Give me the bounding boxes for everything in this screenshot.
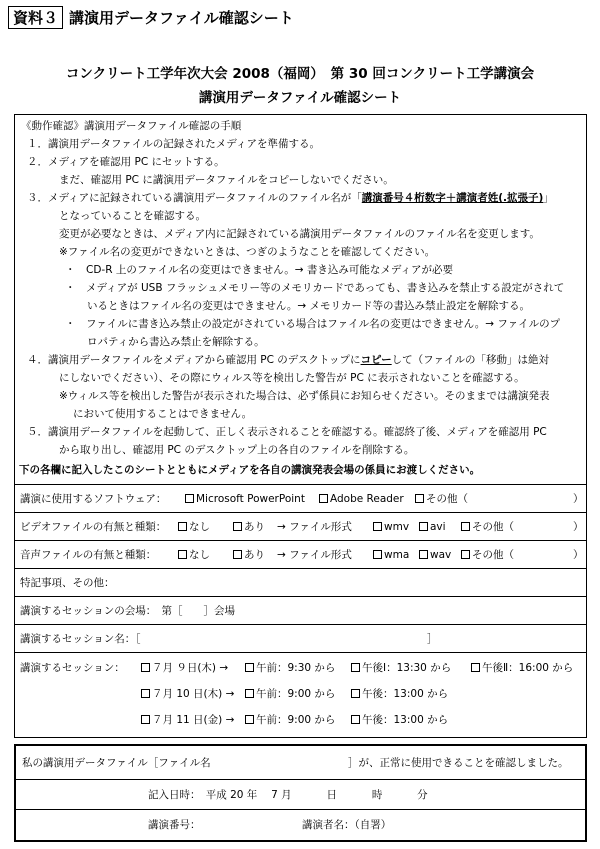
checkbox[interactable] <box>141 715 150 724</box>
checkbox[interactable] <box>351 689 360 698</box>
room-row[interactable] <box>15 597 586 625</box>
checkbox[interactable] <box>178 522 187 531</box>
date-line: 記入日時： 平成 20 年 7 月 日 時 分 <box>148 789 428 801</box>
checkbox[interactable] <box>415 494 424 503</box>
procedure-heading: 《動作確認》講演用データファイル確認の手順 <box>21 120 242 132</box>
sheet-title: 講演用データファイル確認シート <box>198 90 402 106</box>
step-2: ２．メディアを確認用 PC にセットする。 <box>27 156 225 168</box>
audio-none[interactable]: なし <box>178 548 210 562</box>
checkbox[interactable] <box>461 522 470 531</box>
video-label: ビデオファイルの有無と種類： <box>20 521 167 533</box>
signature-row[interactable] <box>16 810 585 840</box>
session-day3[interactable]: ７月 11 日(金) → <box>141 713 234 727</box>
checkbox[interactable] <box>233 522 242 531</box>
day1-am[interactable]: 午前：9:30 から <box>245 661 335 675</box>
audio-wav[interactable]: wav <box>419 548 451 562</box>
day2-am[interactable]: 午前：9:00 から <box>245 687 335 701</box>
bullet-usb-cont: いるときはファイル名の変更はできません。→ メモリカード等の書込み禁止設定を解除する。 <box>87 300 530 312</box>
checkbox[interactable] <box>351 663 360 672</box>
session-name-label: 講演するセッション名：［ <box>20 633 141 645</box>
day1-pm1[interactable]: 午後Ⅰ：13:30 から <box>351 661 451 675</box>
bullet-cdr: ・ CD-R 上のファイル名の変更はできません。→ 書き込み可能なメディアが必要 <box>65 264 454 276</box>
procedure-section <box>14 114 587 506</box>
bullet-usb: ・ メディアが USB フラッシュメモリー等のメモリカードであっても、書き込みを禁止する設定がされて <box>65 282 565 294</box>
audio-yes[interactable]: あり <box>233 548 265 562</box>
checkbox[interactable] <box>319 494 328 503</box>
software-row <box>15 485 586 513</box>
audio-format-arrow: → ファイル形式 <box>277 549 352 561</box>
step-2-note: まだ、確認用 PC に講演用データファイルをコピーしないでください。 <box>59 174 394 186</box>
checkbox[interactable] <box>178 550 187 559</box>
day1-pm2[interactable]: 午後Ⅱ：16:00 から <box>471 661 573 675</box>
submission-notice: 下の各欄に記入したこのシートとともにメディアを各自の講演発表会場の係員にお渡しください。 <box>19 464 481 476</box>
step-3: ３．メディアに記録されている講演用データファイルのファイル名が「講演番号４桁数字＋講演者姓(.拡張子)」 <box>27 192 554 204</box>
software-label: 講演に使用するソフトウェア： <box>20 493 167 505</box>
step-4-cont: にしないでください）、その際にウィルス等を検出した警告が PC に表示されないことを確認する。 <box>59 372 525 384</box>
audio-other-close: ） <box>573 549 584 561</box>
entry-form <box>14 484 587 738</box>
bullet-readonly-cont: ロパティから書込み禁止を解除する。 <box>87 336 265 348</box>
checkbox[interactable] <box>461 550 470 559</box>
confirmation-section <box>14 744 587 842</box>
checkbox[interactable] <box>419 550 428 559</box>
document-header <box>8 6 294 29</box>
video-other[interactable]: その他（ <box>461 520 514 534</box>
file-confirm-row <box>16 746 585 780</box>
room-label: 講演するセッションの会場： 第［ ］会場 <box>20 605 236 617</box>
video-avi[interactable]: avi <box>419 520 446 534</box>
checkbox[interactable] <box>245 663 254 672</box>
step-5-cont: から取り出し、確認用 PC のデスクトップ上の各自のファイルを削除する。 <box>59 444 415 456</box>
speaker-name-label: 講演者名：（自署） <box>302 819 392 831</box>
video-wmv[interactable]: wmv <box>373 520 409 534</box>
video-row <box>15 513 586 541</box>
day3-pm[interactable]: 午後：13:00 から <box>351 713 448 727</box>
copy-emphasis: コピー <box>360 354 392 366</box>
software-other[interactable]: その他（ <box>415 492 468 506</box>
software-other-close: ） <box>573 493 584 505</box>
software-powerpoint[interactable]: Microsoft PowerPoint <box>185 492 305 506</box>
audio-row <box>15 541 586 569</box>
date-row[interactable] <box>16 780 585 810</box>
step-3-change: 変更が必要なときは、メディア内に記録されている講演用データファイルのファイル名を変更します。 <box>59 228 540 240</box>
session-name-close: ］ <box>427 633 438 645</box>
checkbox[interactable] <box>141 663 150 672</box>
checkbox[interactable] <box>419 522 428 531</box>
step-5: ５．講演用データファイルを起動して、正しく表示されることを確認する。確認終了後、メディアを確認用 PC <box>27 426 547 438</box>
bullet-readonly: ・ ファイルに書き込み禁止の設定がされている場合はファイル名の変更はできません。→ ファイルのプ <box>65 318 561 330</box>
software-adobe[interactable]: Adobe Reader <box>319 492 404 506</box>
session-day2[interactable]: ７月 10 日(木) → <box>141 687 234 701</box>
checkbox[interactable] <box>373 550 382 559</box>
video-format-arrow: → ファイル形式 <box>277 521 352 533</box>
day3-am[interactable]: 午前：9:00 から <box>245 713 335 727</box>
checkbox[interactable] <box>373 522 382 531</box>
checkbox[interactable] <box>245 715 254 724</box>
checkbox[interactable] <box>141 689 150 698</box>
notes-label: 特記事項、その他： <box>20 577 115 589</box>
checkbox[interactable] <box>233 550 242 559</box>
checkbox[interactable] <box>245 689 254 698</box>
session-label: 講演するセッション： <box>20 662 125 674</box>
video-yes[interactable]: あり <box>233 520 265 534</box>
step-3-cont: となっていることを確認する。 <box>59 210 206 222</box>
event-title: コンクリート工学年次大会 2008（福岡） 第 30 回コンクリート工学講演会 <box>65 66 535 82</box>
file-confirm-label: 私の講演用データファイル［ファイル名 <box>22 757 211 769</box>
video-none[interactable]: なし <box>178 520 210 534</box>
step-1: １．講演用データファイルの記録されたメディアを準備する。 <box>27 138 320 150</box>
session-day1[interactable]: ７月 ９日(木) → <box>141 661 228 675</box>
checkbox[interactable] <box>351 715 360 724</box>
day2-pm[interactable]: 午後：13:00 から <box>351 687 448 701</box>
step-4-note: ※ウィルス等を検出した警告が表示された場合は、必ず係員にお知らせください。そのままでは講演発表 <box>59 390 550 402</box>
session-row <box>15 653 586 737</box>
audio-other[interactable]: その他（ <box>461 548 514 562</box>
checkbox[interactable] <box>185 494 194 503</box>
video-other-close: ） <box>573 521 584 533</box>
notes-row[interactable] <box>15 569 586 597</box>
audio-wma[interactable]: wma <box>373 548 409 562</box>
step-4: ４．講演用データファイルをメディアから確認用 PC のデスクトップにコピーして（ファイルの「移動」は絶対 <box>27 354 549 366</box>
lecture-number-label: 講演番号： <box>148 819 201 831</box>
checkbox[interactable] <box>471 663 480 672</box>
step-4-note-cont: において使用することはできません。 <box>73 408 253 420</box>
material-tag: 資料３ <box>8 6 63 29</box>
filename-format: 講演番号４桁数字＋講演者姓(.拡張子) <box>361 192 544 204</box>
header-title: 講演用データファイル確認シート <box>69 9 294 27</box>
session-name-row[interactable] <box>15 625 586 653</box>
audio-label: 音声ファイルの有無と種類： <box>20 549 157 561</box>
file-confirm-tail: ］が、正常に使用できることを確認しました。 <box>348 757 569 769</box>
step-3-note: ※ファイル名の変更ができないときは、つぎのようなことを確認してください。 <box>59 246 436 258</box>
